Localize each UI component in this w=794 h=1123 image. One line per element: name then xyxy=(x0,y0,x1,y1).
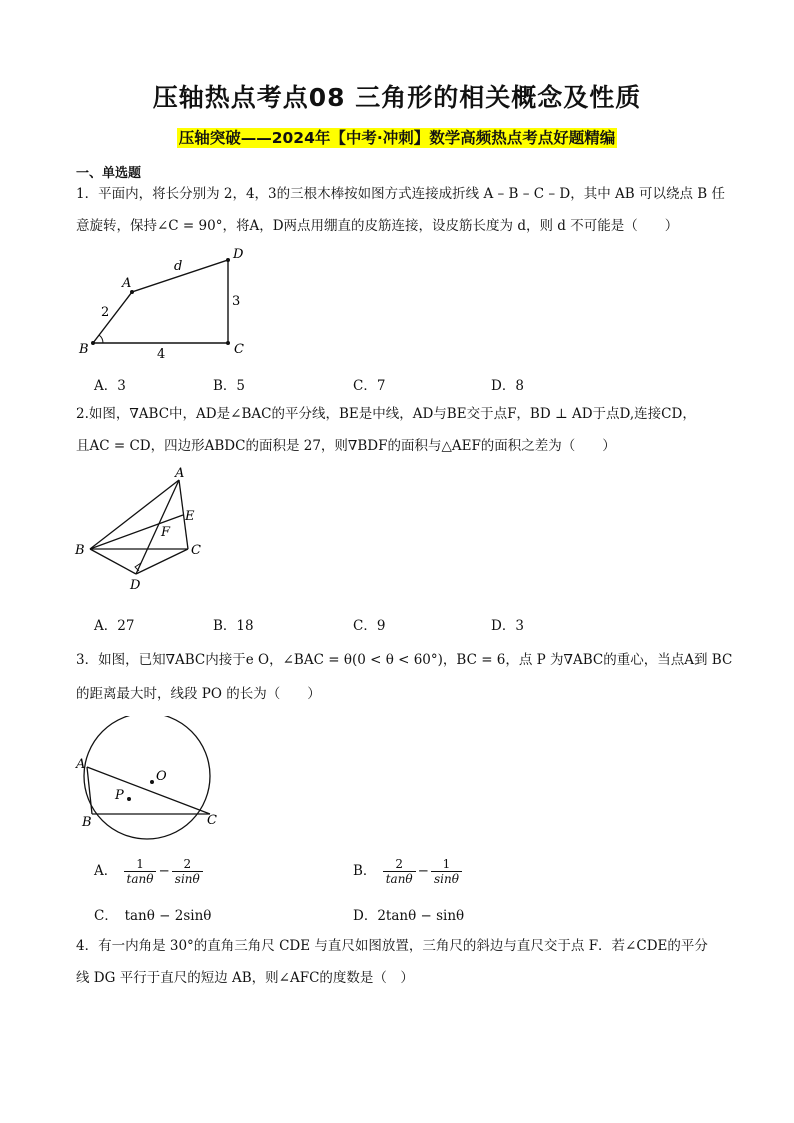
q3-figure xyxy=(70,716,230,841)
q1-option-c: C．7 xyxy=(353,378,386,394)
q1-label-c: C xyxy=(234,342,244,357)
q2-text-line2: 且AC = CD，四边形ABDC的面积是 27，则∇BDF的面积与△AEF的面积之差为（ ） xyxy=(76,438,616,454)
q1-option-b: B．5 xyxy=(213,378,246,394)
q3-option-a-frac2: $\frac{2}{\sin\theta}$ xyxy=(172,857,203,886)
q3-option-b-frac2: $\frac{1}{\sin\theta}$ xyxy=(431,857,462,886)
q1-label-a: A xyxy=(122,276,132,291)
q1-label-ab: 2 xyxy=(101,305,110,320)
page-title: 压轴热点考点08 三角形的相关概念及性质 xyxy=(152,83,642,112)
q2-label-f: F xyxy=(161,525,171,540)
q1-text-line1: 1．平面内，将长分别为 2，4，3的三根木棒按如图方式连接成折线 A – B – C – D，其中 AB 可以绕点 B 任 xyxy=(76,186,726,202)
q3-point-p xyxy=(127,797,131,801)
subtitle-highlight: 压轴突破——2024年【中考·冲刺】数学高频热点考点好题精编 xyxy=(178,129,616,147)
q3-option-c: C． tanθ − 2sinθ xyxy=(94,908,212,924)
q3-option-b: B． $\frac{2}{\tan\theta}$ − $\frac{1}{\sin\theta}$ xyxy=(353,857,464,886)
q3-line-ab xyxy=(87,767,92,814)
q3-option-a: A． $\frac{1}{\tan\theta}$ − $\frac{2}{\sin\theta}$ xyxy=(94,857,205,886)
q3-text-line1: 3．如图，已知∇ABC内接于e O，∠BAC = θ(0 < θ < 60°)，BC = 6，点 P 为∇ABC的重心，当点A到 BC xyxy=(76,652,733,668)
q1-angle-arc xyxy=(99,335,103,343)
q2-option-c: C．9 xyxy=(353,618,386,634)
q1-quadrilateral xyxy=(93,260,228,343)
q2-option-a: A．27 xyxy=(94,618,135,634)
q3-option-d: D．2tanθ − sinθ xyxy=(353,908,465,924)
q2-label-c: C xyxy=(191,543,201,558)
q3-label-b: B xyxy=(82,815,92,830)
section-heading: 一、单选题 xyxy=(76,166,142,181)
q3-line-ac xyxy=(87,767,210,814)
q2-option-b: B．18 xyxy=(213,618,254,634)
q2-label-b: B xyxy=(75,543,85,558)
q2-figure xyxy=(70,466,220,596)
q1-option-a: A．3 xyxy=(94,378,126,394)
q2-label-e: E xyxy=(185,509,195,524)
q3-circle xyxy=(84,716,210,839)
q3-point-o xyxy=(150,780,154,784)
q2-line-dc xyxy=(136,549,188,574)
q2-text-line1: 2.如图，∇ABC中，AD是∠BAC的平分线，BE是中线，AD与BE交于点F，BD ⊥ AD于点D,连接CD， xyxy=(76,406,696,422)
q2-line-bd xyxy=(90,549,136,574)
q3-label-c: C xyxy=(207,813,217,828)
q1-figure xyxy=(70,240,260,365)
q1-text-line2: 意旋转，保持∠C = 90°，将A，D两点用绷直的皮筋连接，设皮筋长度为 d，则 d 不可能是（ ） xyxy=(76,218,679,234)
q1-point-b xyxy=(91,341,95,345)
q2-line-ad xyxy=(136,480,179,574)
q1-label-cd: 3 xyxy=(232,294,241,309)
q1-label-d: D xyxy=(233,247,244,262)
page-subtitle xyxy=(0,126,794,148)
q1-point-d xyxy=(226,258,230,262)
q2-label-d: D xyxy=(130,578,141,593)
q3-option-b-frac1: $\frac{2}{\tan\theta}$ xyxy=(383,857,416,886)
q3-label-o: O xyxy=(156,769,167,784)
q1-point-c xyxy=(226,341,230,345)
q3-label-p: P xyxy=(115,788,124,803)
q3-text-line2: 的距离最大时，线段 PO 的长为（ ） xyxy=(76,686,321,702)
q4-text-line1: 4．有一内角是 30°的直角三角尺 CDE 与直尺如图放置，三角尺的斜边与直尺交于点 F．若∠CDE的平分 xyxy=(76,938,708,954)
q3-option-a-frac1: $\frac{1}{\tan\theta}$ xyxy=(124,857,157,886)
q2-label-a: A xyxy=(175,466,185,481)
q1-label-bc: 4 xyxy=(157,347,166,362)
q4-text-line2: 线 DG 平行于直尺的短边 AB，则∠AFC的度数是（ ） xyxy=(76,970,414,986)
q1-label-b: B xyxy=(79,342,89,357)
q1-label-length-d: d xyxy=(174,259,183,274)
q3-label-a: A xyxy=(76,757,86,772)
q2-option-d: D．3 xyxy=(491,618,524,634)
q1-option-d: D．8 xyxy=(491,378,524,394)
